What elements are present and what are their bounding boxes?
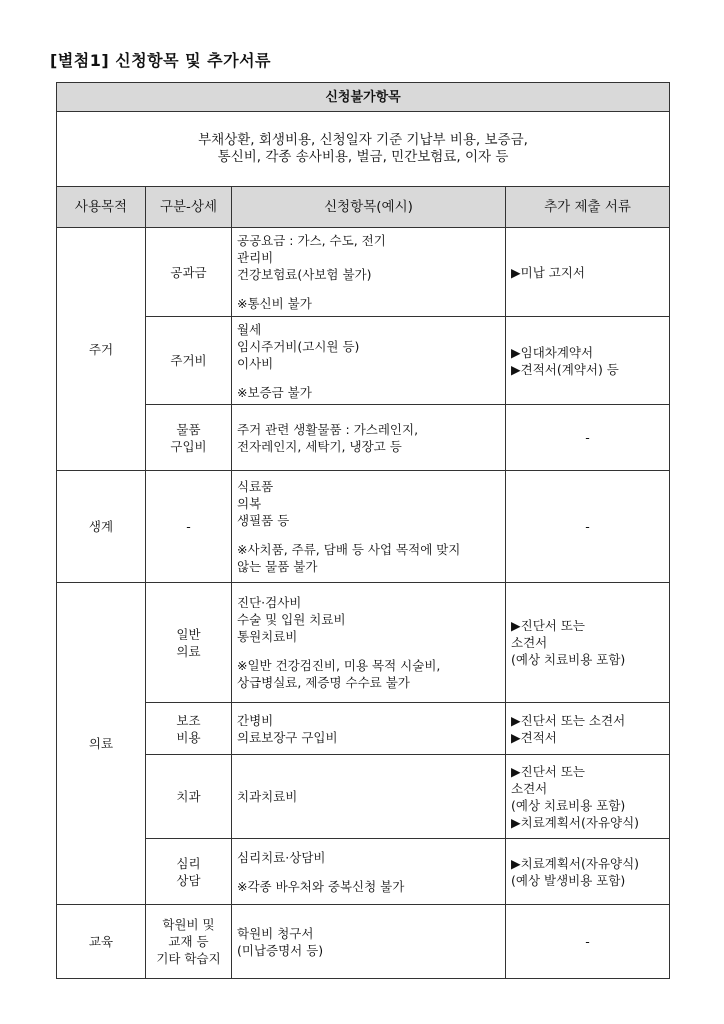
items-cell	[232, 755, 506, 839]
item-line: 월세	[237, 321, 262, 337]
note-line: ※사치품, 주류, 담배 등 사업 목적에 맞지	[237, 542, 461, 557]
category-cell: -	[146, 471, 232, 583]
document-line: ▶진단서 또는	[511, 618, 585, 633]
header-category: 구분-상세	[146, 187, 232, 228]
table-row	[57, 471, 670, 583]
category-cell	[146, 703, 232, 755]
category-line: 일반	[176, 626, 201, 642]
document-title: [별첨1] 신청항목 및 추가서류	[50, 51, 271, 70]
item-line: 의복	[237, 496, 262, 511]
item-line: 생필품 등	[237, 513, 290, 528]
note-line: 상급병실료, 제증명 수수료 불가	[237, 675, 410, 690]
table-row	[57, 905, 670, 979]
category-cell	[146, 405, 232, 471]
documents-cell	[506, 317, 670, 405]
category-line: 물품	[176, 421, 201, 437]
category-cell	[146, 905, 232, 979]
category-line: 심리	[176, 855, 201, 871]
purpose-living: 생계	[57, 471, 146, 583]
item-line: 학원비 청구서	[237, 925, 314, 941]
item-line: 식료품	[237, 479, 274, 494]
item-line: 치과치료비	[237, 789, 298, 804]
category-line: 주거비	[170, 353, 207, 368]
header-documents: 추가 제출 서류	[506, 187, 670, 228]
documents-cell	[506, 703, 670, 755]
item-line: 공공요금 : 가스, 수도, 전기	[237, 233, 386, 248]
items-cell	[232, 703, 506, 755]
category-line: 보조	[176, 712, 201, 728]
note-line: ※보증금 불가	[237, 384, 312, 400]
items-cell	[232, 471, 506, 583]
purpose-medical: 의료	[57, 583, 146, 905]
items-cell	[232, 228, 506, 317]
documents-cell: -	[506, 405, 670, 471]
document-line: (예상 발생비용 포함)	[511, 872, 626, 888]
exclusions-line: 부채상환, 회생비용, 신청일자 기준 기납부 비용, 보증금,	[198, 132, 528, 148]
note-line: ※통신비 불가	[237, 296, 312, 311]
item-line: 주거 관련 생활물품 : 가스레인지,	[237, 421, 419, 437]
item-line: (미납증명서 등)	[237, 942, 324, 958]
items-cell	[232, 839, 506, 905]
category-line: 기타 학습지	[156, 951, 221, 966]
items-cell	[232, 583, 506, 703]
document-line: ▶진단서 또는	[511, 763, 585, 779]
table-row	[57, 583, 670, 703]
item-line: 수술 및 입원 치료비	[237, 612, 346, 627]
category-line: 학원비 및	[162, 917, 215, 932]
table-row	[57, 317, 670, 405]
category-line: 공과금	[170, 264, 207, 280]
table-row	[57, 703, 670, 755]
document-line: ▶치료계획서(자유양식)	[511, 855, 640, 871]
item-line: 임시주거비(고시원 등)	[237, 338, 360, 354]
note-line: ※일반 건강검진비, 미용 목적 시술비,	[237, 658, 441, 673]
exclusions-line: 통신비, 각종 송사비용, 벌금, 민간보험료, 이자 등	[217, 149, 509, 165]
item-line: 이사비	[237, 355, 274, 371]
header-purpose: 사용목적	[57, 187, 146, 228]
document-line: ▶진단서 또는 소견서	[511, 712, 626, 728]
items-cell	[232, 405, 506, 471]
item-line: 진단·검사비	[237, 595, 302, 610]
exclusions-banner: 신청불가항목	[57, 83, 670, 112]
category-cell	[146, 317, 232, 405]
document-line: (예상 치료비용 포함)	[511, 797, 626, 813]
purpose-education: 교육	[57, 905, 146, 979]
document-line: ▶견적서	[511, 729, 557, 745]
items-cell	[232, 905, 506, 979]
item-line: 간병비	[237, 712, 274, 728]
document-line: ▶치료계획서(자유양식)	[511, 814, 640, 830]
table-row	[57, 755, 670, 839]
table-row	[57, 228, 670, 317]
category-cell	[146, 583, 232, 703]
note-line: ※각종 바우처와 중복신청 불가	[237, 878, 405, 894]
item-line: 관리비	[237, 250, 274, 265]
table-row	[57, 839, 670, 905]
category-line: 교재 등	[168, 934, 209, 949]
document-line: 소견서	[511, 780, 548, 796]
item-line: 의료보장구 구입비	[237, 729, 338, 745]
header-items: 신청항목(예시)	[232, 187, 506, 228]
item-line: 통원치료비	[237, 629, 298, 644]
document-line: ▶미납 고지서	[511, 264, 585, 280]
documents-cell	[506, 228, 670, 317]
document-line: (예상 치료비용 포함)	[511, 652, 626, 667]
item-line: 심리치료·상담비	[237, 849, 326, 865]
item-line: 건강보험료(사보험 불가)	[237, 267, 372, 282]
note-line: 않는 물품 불가	[237, 559, 318, 574]
documents-cell	[506, 583, 670, 703]
document-line: 소견서	[511, 635, 548, 650]
documents-cell: -	[506, 905, 670, 979]
category-line: 상담	[176, 872, 201, 888]
category-line: 구입비	[170, 438, 207, 454]
items-cell	[232, 317, 506, 405]
category-cell	[146, 755, 232, 839]
document-line: ▶임대차계약서	[511, 344, 594, 360]
category-cell	[146, 839, 232, 905]
documents-cell: -	[506, 471, 670, 583]
application-items-table	[56, 82, 670, 979]
item-line: 전자레인지, 세탁기, 냉장고 등	[237, 438, 402, 454]
document-line: ▶견적서(계약서) 등	[511, 361, 619, 377]
category-line: 의료	[176, 643, 201, 659]
documents-cell	[506, 755, 670, 839]
category-line: 치과	[176, 789, 201, 804]
exclusions-text	[57, 112, 670, 187]
table-row	[57, 405, 670, 471]
category-line: 비용	[176, 729, 201, 745]
documents-cell	[506, 839, 670, 905]
purpose-housing: 주거	[57, 228, 146, 471]
category-cell	[146, 228, 232, 317]
